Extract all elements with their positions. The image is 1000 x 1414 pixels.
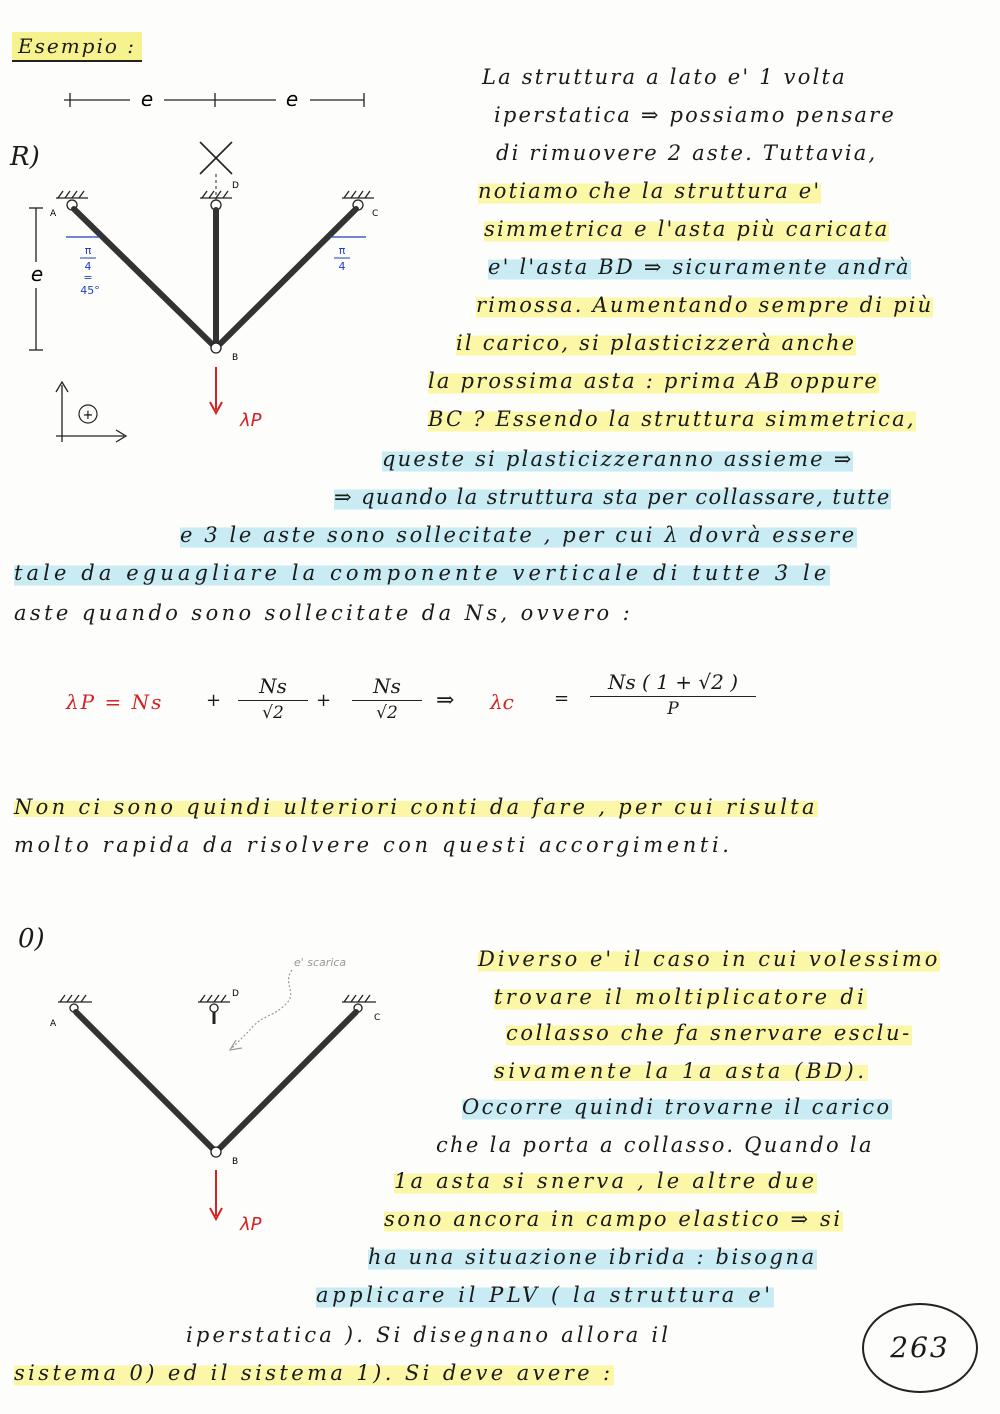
node-b-0-label: B [232, 1157, 239, 1167]
page-number: 263 [862, 1303, 978, 1393]
text-r-line-7: rimossa. Aumentando sempre di più [476, 290, 933, 320]
load-label: λP [240, 410, 262, 431]
text-r-line-14: tale da eguagliare la componente verticale di tutte 3 le [14, 558, 830, 588]
text-r-line-13: e 3 le aste sono sollecitate , per cui λ dovrà essere [180, 520, 857, 550]
text-0-line-5: Occorre quindi trovarne il carico [462, 1092, 892, 1122]
page-title: Esempio : [12, 32, 142, 62]
bar-ab [74, 209, 216, 348]
collapse-formula [60, 668, 780, 738]
text-r-line-9: la prossima asta : prima AB oppure [428, 366, 879, 396]
sign-plus: + [82, 408, 94, 423]
note-text: e' scarica [294, 956, 347, 969]
formula-implies: ⇒ [436, 688, 455, 713]
text-0-line-9: ha una situazione ibrida : bisogna [368, 1242, 817, 1272]
node-b [211, 343, 221, 353]
angle-left-den: 4 [84, 260, 92, 273]
diagram-0-label: 0) [18, 924, 45, 954]
node-c-label: C [372, 209, 379, 219]
node-a-0-label: A [50, 1019, 57, 1029]
formula-lambda-c: λc [490, 690, 514, 714]
formula-frac-2: $\frac{Ns}{√2}$ [352, 674, 422, 723]
dim-e-vertical: e [30, 262, 44, 286]
angle-left-num: π [84, 244, 92, 257]
node-d-0-label: D [232, 989, 239, 999]
support-d-0 [198, 995, 230, 1024]
text-r-line-8: il carico, si plasticizzerà anche [456, 328, 856, 358]
node-b-0 [211, 1147, 221, 1157]
text-0-line-2: trovare il moltiplicatore di [494, 982, 867, 1012]
text-0-line-6: che la porta a collasso. Quando la [436, 1133, 874, 1157]
bar-bc [216, 209, 356, 348]
text-r-line-1: La struttura a lato e' 1 volta [482, 65, 847, 89]
formula-frac-3: $\frac{Ns ( 1 + √2 )}{P}$ [590, 670, 756, 719]
text-r-line-5: simmetrica e l'asta più caricata [484, 214, 889, 244]
support-c-0 [342, 995, 376, 1012]
diagram-r-label: R) [10, 142, 40, 172]
dim-e-2: e [285, 87, 299, 111]
conclusion-line-2: molto rapida da risolvere con questi accorgimenti. [14, 833, 733, 857]
text-r-line-12: ⇒ quando la struttura sta per collassare, tutte [334, 482, 891, 512]
formula-frac-1: $\frac{Ns}{√2}$ [238, 674, 308, 723]
text-r-line-15: aste quando sono sollecitate da Ns, ovvero : [14, 601, 634, 625]
node-d-label: D [232, 181, 239, 191]
node-b-label: B [232, 353, 239, 363]
text-r-line-4: notiamo che la struttura e' [478, 176, 821, 206]
formula-equals: = [554, 688, 570, 709]
formula-lhs: λP = Ns [66, 690, 164, 714]
text-r-line-2: iperstatica ⇒ possiamo pensare [494, 103, 897, 127]
text-0-line-4: sivamente la 1a asta (BD). [494, 1059, 868, 1083]
conclusion-line-1: Non ci sono quindi ulteriori conti da fare , per cui risulta [14, 795, 818, 819]
diagram-0 [0, 940, 420, 1240]
note-arrow [232, 970, 292, 1048]
angle-left-eq: = [83, 271, 93, 284]
node-c-0-label: C [374, 1013, 381, 1023]
text-r-line-6: e' l'asta BD ⇒ sicuramente andrà [488, 252, 911, 282]
bar-bc-0 [216, 1012, 356, 1152]
bar-ab-0 [76, 1012, 216, 1152]
diagram-r [0, 80, 400, 530]
angle-right-den: 4 [338, 260, 346, 273]
load-label-0: λP [240, 1214, 262, 1235]
text-0-line-10: applicare il PLV ( la struttura e' [316, 1280, 774, 1310]
text-r-line-10: BC ? Essendo la struttura simmetrica, [428, 404, 916, 434]
angle-right-num: π [338, 244, 346, 257]
text-r-line-3: di rimuovere 2 aste. Tuttavia, [496, 141, 878, 165]
text-0-line-11: iperstatica ). Si disegnano allora il [186, 1323, 672, 1347]
angle-left-deg: 45° [80, 284, 100, 297]
text-0-line-8: sono ancora in campo elastico ⇒ si [384, 1204, 843, 1234]
node-a-label: A [50, 209, 57, 219]
dim-e-1: e [140, 87, 154, 111]
text-r-line-11: queste si plasticizzeranno assieme ⇒ [382, 444, 853, 474]
formula-plus-2: + [316, 690, 332, 711]
text-0-line-12: sistema 0) ed il sistema 1). Si deve avere : [14, 1358, 614, 1388]
text-0-line-1: Diverso e' il caso in cui volessimo [478, 944, 940, 974]
formula-plus-1: + [206, 690, 222, 711]
text-0-line-3: collasso che fa snervare esclu- [506, 1018, 912, 1048]
text-0-line-7: 1a asta si snerva , le altre due [394, 1166, 817, 1196]
